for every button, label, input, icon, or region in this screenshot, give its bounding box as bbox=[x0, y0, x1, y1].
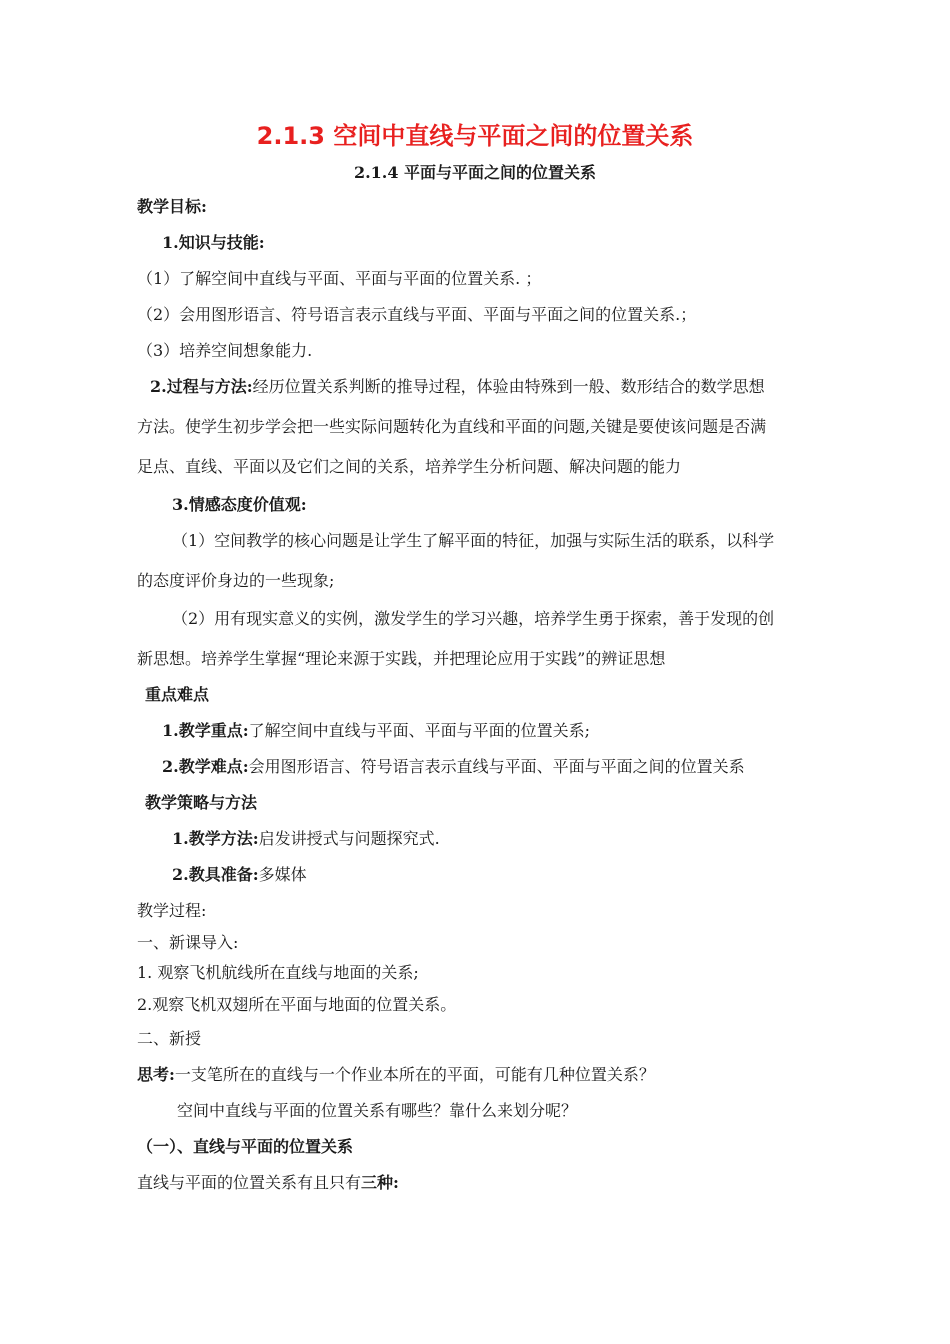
knowledge-item-2: （2）会用图形语言、符号语言表示直线与平面、平面与平面之间的位置关系.； bbox=[137, 305, 697, 324]
key-points-heading: 重点难点 bbox=[145, 685, 210, 704]
focus-label: 1.教学重点: bbox=[162, 721, 249, 740]
process-label: 2.过程与方法: bbox=[150, 377, 253, 396]
sub-title: 2.1.4 平面与平面之间的位置关系 bbox=[353, 163, 597, 182]
tools-line bbox=[172, 864, 307, 886]
tools-label: 2.教具准备: bbox=[172, 865, 259, 884]
method-text: 启发讲授式与问题探究式. bbox=[258, 829, 440, 848]
intro-item-2: 2.观察飞机双翅所在平面与地面的位置关系。 bbox=[137, 995, 457, 1014]
relation-count-bold: 三种: bbox=[361, 1173, 399, 1192]
focus-line bbox=[162, 720, 590, 742]
emotion-p1-line-1: （1）空间教学的核心问题是让学生了解平面的特征，加强与实际生活的联系，以科学 bbox=[172, 531, 775, 550]
emotion-label: 3.情感态度价值观: bbox=[172, 495, 307, 514]
difficulty-text: 会用图形语言、符号语言表示直线与平面、平面与平面之间的位置关系 bbox=[248, 757, 745, 776]
emotion-p2-line-1: （2）用有现实意义的实例，激发学生的学习兴趣，培养学生勇于探索，善于发现的创 bbox=[172, 609, 775, 628]
knowledge-item-3: （3）培养空间想象能力. bbox=[137, 341, 313, 360]
objectives-heading: 教学目标: bbox=[137, 197, 207, 216]
subsection-heading: （一）、直线与平面的位置关系 bbox=[137, 1137, 354, 1156]
emotion-p2-line-2: 新思想。培养学生掌握“理论来源于实践，并把理论应用于实践”的辨证思想 bbox=[137, 649, 666, 668]
method-label: 1.教学方法: bbox=[172, 829, 259, 848]
think-text: 一支笔所在的直线与一个作业本所在的平面，可能有几种位置关系？ bbox=[174, 1065, 655, 1084]
process-text-1: 经历位置关系判断的推导过程，体验由特殊到一般、数形结合的数学思想 bbox=[252, 377, 765, 396]
intro-heading: 一、新课导入: bbox=[137, 933, 239, 952]
think-label: 思考: bbox=[137, 1065, 175, 1084]
difficulty-line bbox=[162, 756, 745, 778]
relation-count-text: 直线与平面的位置关系有且只有 bbox=[137, 1173, 362, 1192]
process-paragraph-line-1 bbox=[150, 376, 765, 398]
intro-item-1: 1. 观察飞机航线所在直线与地面的关系; bbox=[137, 963, 419, 982]
question-line: 空间中直线与平面的位置关系有哪些？靠什么来划分呢？ bbox=[177, 1101, 578, 1120]
main-title: 2.1.3 空间中直线与平面之间的位置关系 bbox=[256, 122, 694, 150]
think-line bbox=[137, 1064, 655, 1086]
new-section-heading: 二、新授 bbox=[137, 1029, 202, 1048]
process-heading: 教学过程: bbox=[137, 901, 207, 920]
process-paragraph-line-3: 足点、直线、平面以及它们之间的关系，培养学生分析问题、解决问题的能力 bbox=[137, 457, 682, 476]
knowledge-label: 1.知识与技能: bbox=[162, 233, 265, 252]
process-paragraph-line-2: 方法。使学生初步学会把一些实际问题转化为直线和平面的问题,关键是要使该问题是否满 bbox=[137, 417, 767, 436]
difficulty-label: 2.教学难点: bbox=[162, 757, 249, 776]
knowledge-item-1: （1）了解空间中直线与平面、平面与平面的位置关系. ； bbox=[137, 269, 542, 288]
relation-count-line bbox=[137, 1172, 399, 1194]
strategy-heading: 教学策略与方法 bbox=[145, 793, 258, 812]
focus-text: 了解空间中直线与平面、平面与平面的位置关系; bbox=[248, 721, 591, 740]
emotion-p1-line-2: 的态度评价身边的一些现象; bbox=[137, 571, 335, 590]
tools-text: 多媒体 bbox=[258, 865, 307, 884]
method-line bbox=[172, 828, 440, 850]
